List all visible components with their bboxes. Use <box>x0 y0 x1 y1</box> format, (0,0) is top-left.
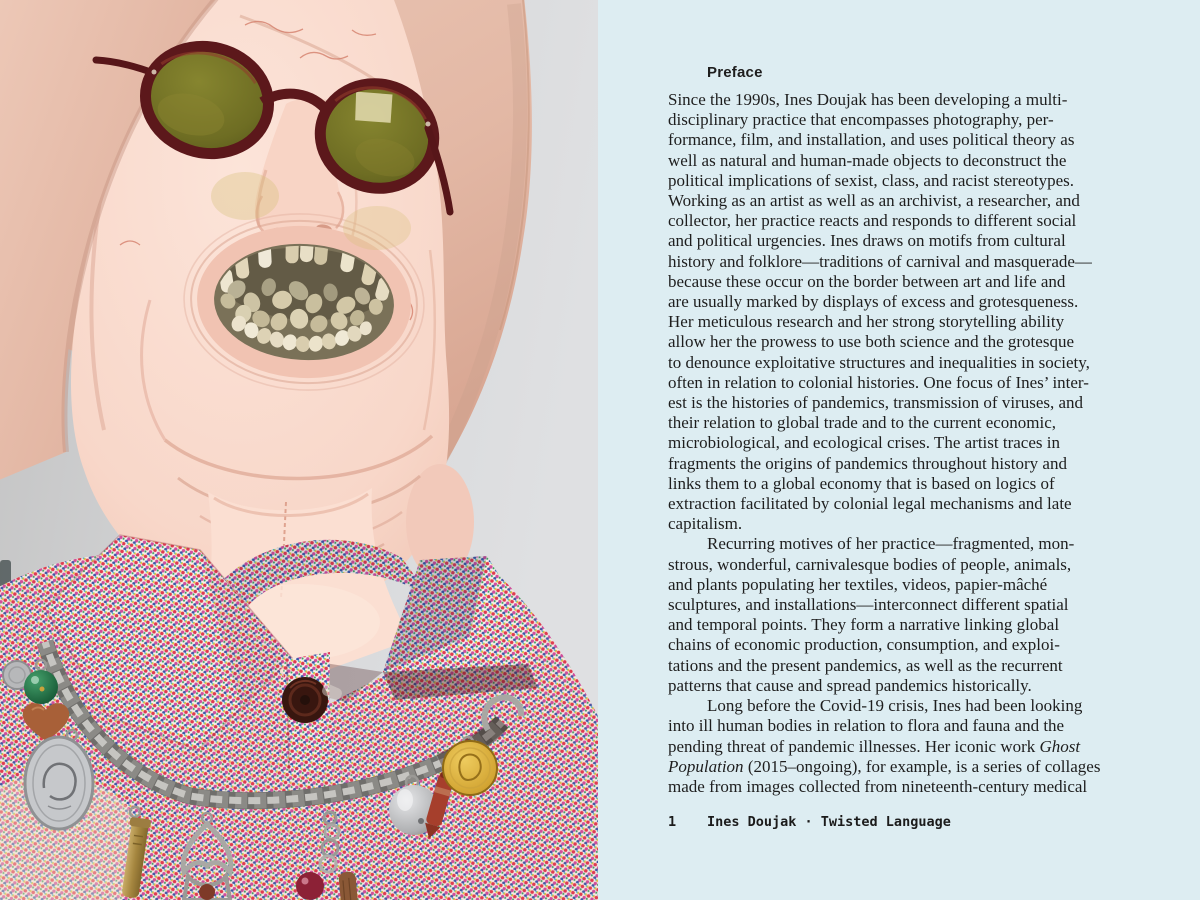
body-paragraphs <box>668 90 1200 797</box>
text-line: capitalism. <box>668 514 743 534</box>
artwork-photo-pane <box>0 0 598 900</box>
text-line: est is the histories of pandemics, transmission of viruses, and <box>668 393 1084 413</box>
text-line: allow her the prowess to use both science and the grotesque <box>668 332 1074 352</box>
text-line: into ill human bodies in relation to flora and fauna and the <box>668 716 1065 736</box>
text-line: their relation to global trade and to the current economic, <box>668 413 1057 433</box>
text-line: chains of economic production, consumption, and exploi- <box>668 635 1060 655</box>
artwork-photo-illustration <box>0 0 598 900</box>
text-line: Population (2015–ongoing), for example, is a series of collages <box>668 756 1101 776</box>
text-line: Recurring motives of her practice—fragmented, mon- <box>707 534 1075 554</box>
text-line: and plants populating her textiles, videos, papier-mâché <box>668 574 1048 594</box>
text-line: patterns that cause and spread pandemics historically. <box>668 675 1032 695</box>
text-line: are usually marked by displays of excess and grotesqueness. <box>668 292 1079 312</box>
page-number: 1 <box>668 814 677 830</box>
text-line: Her meticulous research and her strong storytelling ability <box>668 312 1065 332</box>
text-line: extraction facilitated by colonial legal mechanisms and late <box>668 494 1072 514</box>
hinge-screw-right <box>426 122 431 127</box>
text-line: made from images collected from nineteenth-century medical <box>668 776 1088 796</box>
text-line: Working as an artist as well as an archivist, a researcher, and <box>668 191 1080 211</box>
page-heading: Preface <box>707 64 763 81</box>
text-line: to denounce exploitative structures and inequalities in society, <box>668 352 1090 372</box>
page-footer <box>668 814 951 830</box>
charm-red-bead <box>296 872 324 900</box>
text-line: formance, film, and installation, and uses political theory as <box>668 130 1075 150</box>
text-line: disciplinary practice that encompasses photography, per- <box>668 110 1054 130</box>
text-line: history and folklore—traditions of carnival and masquerade— <box>668 251 1092 271</box>
text-page <box>598 0 1200 900</box>
text-line: microbiological, and ecological crises. The artist traces in <box>668 433 1060 453</box>
text-line: sculptures, and installations—interconnect different spatial <box>668 595 1069 615</box>
text-line: and political urgencies. Ines draws on motifs from cultural <box>668 231 1066 251</box>
lens-glow-left <box>211 172 279 220</box>
text-line: collector, her practice reacts and responds to different social <box>668 211 1077 231</box>
text-line: because these occur on the border between art and life and <box>668 271 1066 291</box>
text-line: and temporal points. They form a narrative linking global <box>668 615 1060 635</box>
text-line: strous, wonderful, carnivalesque bodies of people, animals, <box>668 554 1072 574</box>
text-line: well as natural and human-made objects to deconstruct the <box>668 150 1067 170</box>
text-line: pending threat of pandemic illnesses. Her iconic work Ghost <box>668 736 1081 756</box>
hinge-screw-left <box>152 70 157 75</box>
text-line: tations and the present pandemics, as well as the recurrent <box>668 655 1063 675</box>
text-line: Long before the Covid-19 crisis, Ines had been looking <box>707 696 1083 716</box>
text-line: fragments the origins of pandemics throughout history and <box>668 453 1067 473</box>
text-line: links them to a global economy that is based on logics of <box>668 473 1055 493</box>
text-line: Since the 1990s, Ines Doujak has been developing a multi- <box>668 90 1068 109</box>
running-title: Ines Doujak · Twisted Language <box>707 814 951 830</box>
lens-glow-right <box>343 206 411 250</box>
text-line: political implications of sexist, class, and racist stereotypes. <box>668 170 1075 190</box>
text-line: often in relation to colonial histories. One focus of Ines’ inter- <box>668 372 1089 392</box>
